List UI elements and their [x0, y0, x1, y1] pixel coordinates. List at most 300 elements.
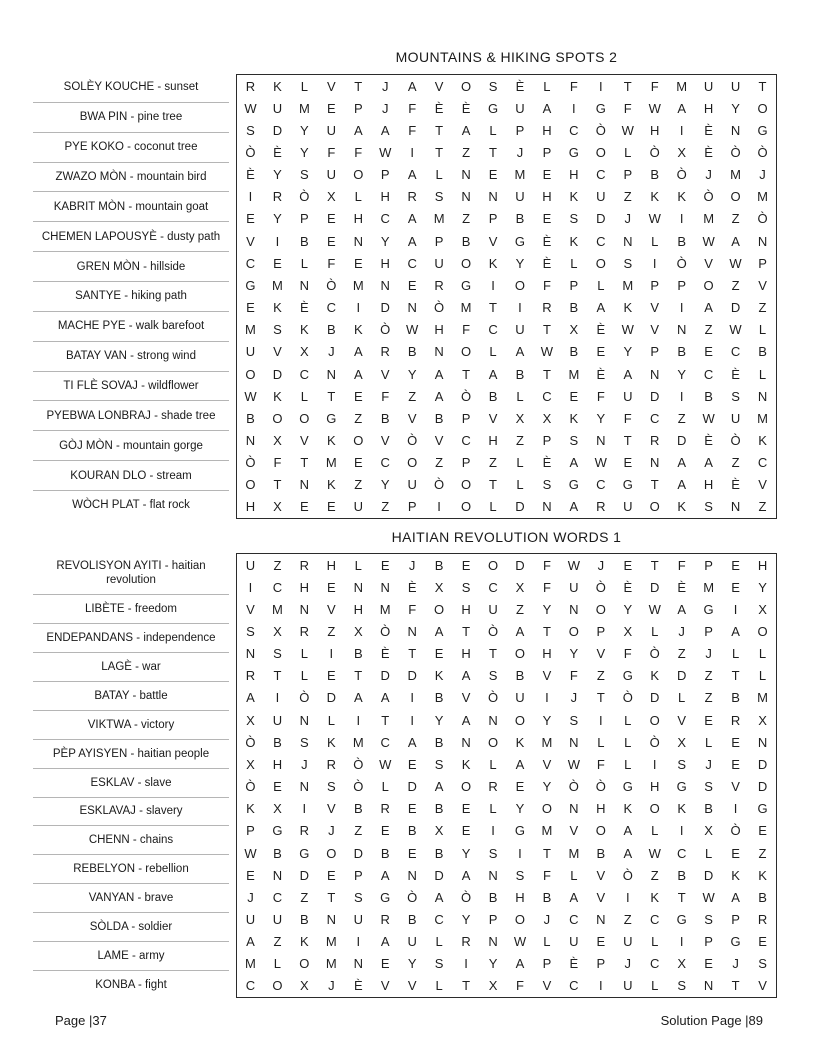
grid-cell-letter: C [326, 300, 337, 316]
grid-cell-letter: V [596, 867, 606, 883]
grid-cell-letter: C [272, 889, 283, 905]
grid-cell-letter: J [247, 889, 254, 905]
grid-cell-letter: T [327, 388, 336, 404]
grid-cell-letter: I [599, 712, 603, 728]
grid-cell-letter: A [515, 344, 525, 360]
grid-cell-letter: J [301, 756, 308, 772]
grid-cell-letter: A [353, 690, 363, 706]
puzzle-1-word-list [33, 73, 229, 520]
grid-cell-letter: S [434, 189, 444, 205]
grid-cell-letter: E [246, 300, 255, 316]
grid-cell-letter: O [487, 557, 499, 573]
puzzle-1-letter-grid [236, 74, 777, 519]
grid-cell-letter: B [569, 300, 579, 316]
grid-cell-letter: X [542, 410, 552, 426]
grid-cell-letter: L [705, 734, 713, 750]
grid-cell-letter: M [325, 934, 337, 950]
grid-cell-letter: S [731, 388, 740, 404]
grid-cell-letter: R [380, 801, 390, 817]
grid-cell-letter: Z [650, 867, 659, 883]
grid-cell-letter: E [731, 756, 740, 772]
grid-cell-letter: R [730, 712, 741, 728]
grid-cell-letter: O [649, 801, 660, 817]
grid-cell-letter: T [327, 889, 336, 905]
grid-cell-letter: A [380, 867, 390, 883]
grid-cell-letter: Y [273, 167, 282, 183]
grid-cell-letter: Y [677, 366, 686, 382]
word-list-item: GÒJ MÒN - mountain gorge [33, 431, 229, 461]
grid-cell-letter: M [460, 300, 472, 316]
grid-cell-letter: L [489, 344, 497, 360]
grid-cell-letter: T [731, 668, 740, 684]
grid-cell-letter: K [300, 322, 309, 338]
grid-cell-letter: L [489, 122, 497, 138]
word-list-item: GREN MÒN - hillside [33, 252, 229, 282]
grid-cell-letter: R [461, 934, 471, 950]
grid-cell-letter: V [488, 410, 498, 426]
grid-cell-letter: G [757, 122, 768, 138]
grid-cell-letter: M [757, 690, 768, 706]
grid-cell-letter: P [461, 455, 471, 471]
grid-cell-letter: U [353, 911, 363, 927]
grid-cell-letter: U [245, 344, 256, 360]
grid-cell-letter: Ò [757, 145, 768, 161]
grid-cell-letter: Ò [353, 779, 364, 795]
grid-cell-letter: B [353, 646, 363, 662]
grid-cell-letter: I [275, 690, 280, 706]
grid-cell-letter: K [273, 78, 282, 94]
grid-cell-letter: B [515, 211, 525, 227]
grid-cell-letter: T [462, 366, 471, 382]
grid-cell-letter: T [381, 712, 390, 728]
word-list-item: SANTYE - hiking path [33, 282, 229, 312]
grid-cell-letter: A [731, 624, 740, 640]
grid-cell-letter: H [461, 601, 471, 617]
grid-cell-letter: H [703, 100, 714, 116]
grid-cell-letter: V [488, 233, 498, 249]
grid-cell-letter: S [704, 911, 713, 927]
grid-cell-letter: A [515, 756, 525, 772]
grid-cell-letter: C [488, 322, 498, 338]
grid-cell-letter: E [407, 845, 417, 861]
grid-cell-letter: U [326, 122, 337, 138]
grid-cell-letter: F [408, 100, 417, 116]
grid-cell-letter: L [273, 956, 282, 972]
grid-cell-letter: L [489, 756, 497, 772]
grid-cell-letter: A [677, 455, 686, 471]
grid-cell-letter: L [705, 845, 713, 861]
grid-cell-letter: K [326, 432, 336, 448]
grid-cell-letter: È [353, 978, 363, 994]
grid-cell-letter: C [569, 911, 579, 927]
grid-cell-letter: E [353, 255, 363, 271]
grid-cell-letter: L [624, 756, 632, 772]
grid-cell-letter: I [733, 601, 738, 617]
grid-cell-letter: B [542, 889, 552, 905]
grid-cell-letter: T [650, 557, 659, 573]
grid-cell-letter: F [273, 455, 282, 471]
grid-cell-letter: A [677, 601, 686, 617]
grid-cell-letter: G [622, 779, 633, 795]
puzzle-2-word-list [33, 552, 229, 999]
grid-cell-letter: F [542, 277, 551, 293]
grid-cell-letter: O [272, 978, 283, 994]
grid-cell-letter: C [407, 255, 417, 271]
grid-cell-letter: O [541, 801, 552, 817]
grid-cell-letter: U [515, 189, 525, 205]
grid-cell-letter: H [299, 579, 310, 595]
grid-cell-letter: M [568, 366, 580, 382]
grid-cell-letter: U [569, 579, 579, 595]
grid-cell-letter: Y [273, 211, 282, 227]
grid-cell-letter: O [568, 624, 579, 640]
grid-cell-letter: T [596, 690, 605, 706]
grid-cell-letter: A [677, 477, 686, 493]
grid-cell-letter: C [730, 344, 741, 360]
grid-cell-letter: O [757, 624, 768, 640]
grid-cell-letter: S [273, 322, 282, 338]
grid-cell-letter: I [464, 956, 468, 972]
grid-cell-letter: T [354, 668, 363, 684]
grid-cell-letter: W [729, 322, 742, 338]
grid-cell-letter: U [515, 100, 525, 116]
grid-cell-letter: P [650, 344, 660, 360]
grid-cell-letter: V [542, 756, 552, 772]
grid-cell-letter: B [273, 734, 282, 750]
grid-cell-letter: È [731, 477, 740, 493]
grid-cell-letter: W [379, 756, 392, 772]
grid-cell-letter: S [569, 712, 579, 728]
solution-page-reference: Solution Page |89 [660, 1013, 763, 1028]
grid-cell-letter: A [434, 624, 444, 640]
grid-cell-letter: Ò [434, 300, 445, 316]
grid-cell-letter: L [516, 388, 524, 404]
grid-cell-letter: X [246, 756, 255, 772]
grid-cell-letter: A [569, 499, 579, 515]
grid-cell-letter: I [302, 801, 307, 817]
grid-cell-letter: T [489, 300, 497, 316]
grid-cell-letter: M [271, 277, 283, 293]
grid-cell-letter: O [595, 255, 606, 271]
grid-cell-letter: E [515, 779, 525, 795]
grid-cell-letter: O [434, 601, 445, 617]
grid-cell-letter: B [407, 911, 417, 927]
grid-cell-letter: A [353, 366, 363, 382]
grid-cell-letter: K [758, 432, 767, 448]
word-list-item: KONBA - fight [95, 979, 167, 992]
grid-cell-letter: X [434, 579, 444, 595]
grid-cell-letter: Ò [649, 646, 660, 662]
grid-cell-letter: X [569, 322, 579, 338]
grid-cell-letter: U [623, 388, 633, 404]
grid-cell-letter: È [542, 233, 552, 249]
grid-cell-letter: S [704, 499, 713, 515]
grid-cell-letter: R [299, 624, 310, 640]
grid-cell-letter: A [434, 889, 444, 905]
grid-cell-letter: C [676, 845, 687, 861]
grid-cell-letter: L [381, 779, 389, 795]
grid-cell-letter: H [703, 477, 714, 493]
grid-cell-letter: Z [731, 277, 740, 293]
grid-cell-letter: O [461, 344, 472, 360]
grid-cell-letter: C [596, 233, 606, 249]
grid-cell-letter: S [273, 646, 282, 662]
grid-cell-letter: Z [381, 499, 390, 515]
grid-cell-letter: R [434, 277, 444, 293]
grid-cell-letter: B [407, 344, 417, 360]
grid-cell-letter: M [325, 956, 337, 972]
grid-cell-letter: U [407, 934, 417, 950]
grid-cell-letter: E [353, 388, 363, 404]
grid-cell-letter: I [491, 277, 495, 293]
grid-cell-letter: M [245, 322, 256, 338]
grid-cell-letter: S [326, 779, 336, 795]
grid-cell-letter: O [461, 477, 472, 493]
grid-cell-letter: E [353, 455, 363, 471]
grid-cell-letter: B [704, 388, 713, 404]
grid-cell-letter: W [244, 388, 257, 404]
grid-cell-letter: X [300, 344, 309, 360]
grid-cell-letter: D [407, 779, 417, 795]
grid-cell-letter: F [354, 145, 363, 161]
grid-cell-letter: B [515, 668, 525, 684]
grid-cell-letter: D [272, 366, 283, 382]
grid-cell-letter: X [758, 601, 767, 617]
grid-cell-letter: M [703, 579, 715, 595]
grid-cell-letter: S [542, 477, 552, 493]
puzzle-1-title: MOUNTAINS & HIKING SPOTS 2 [395, 49, 618, 65]
grid-cell-letter: H [461, 646, 471, 662]
grid-cell-letter: S [246, 624, 255, 640]
grid-cell-letter: L [624, 145, 632, 161]
grid-cell-letter: U [434, 255, 444, 271]
grid-cell-letter: N [488, 712, 498, 728]
grid-cell-letter: I [733, 801, 738, 817]
grid-cell-letter: C [380, 455, 390, 471]
word-list-item: SÒLDA - soldier [33, 913, 229, 942]
grid-cell-letter: D [650, 579, 660, 595]
grid-cell-letter: B [596, 845, 606, 861]
grid-cell-letter: H [569, 167, 579, 183]
word-list-item: ESKLAV - slave [33, 769, 229, 798]
grid-cell-letter: C [245, 255, 256, 271]
grid-cell-letter: Z [300, 889, 309, 905]
grid-cell-letter: C [650, 911, 660, 927]
grid-cell-letter: O [353, 432, 364, 448]
grid-cell-letter: K [326, 734, 336, 750]
grid-cell-letter: O [461, 779, 472, 795]
grid-cell-letter: F [542, 867, 551, 883]
grid-cell-letter: A [407, 167, 417, 183]
grid-cell-letter: C [650, 410, 660, 426]
grid-cell-letter: L [300, 255, 308, 271]
grid-cell-letter: B [434, 845, 444, 861]
grid-cell-letter: Ò [380, 624, 391, 640]
grid-cell-letter: T [542, 624, 551, 640]
grid-cell-letter: D [299, 867, 310, 883]
grid-cell-letter: C [569, 122, 579, 138]
grid-cell-letter: K [300, 934, 309, 950]
word-list-item: CHENN - chains [33, 826, 229, 855]
grid-cell-letter: M [325, 455, 337, 471]
grid-cell-letter: G [299, 845, 310, 861]
grid-cell-letter: E [326, 211, 336, 227]
grid-cell-letter: Z [354, 823, 363, 839]
grid-cell-letter: Y [407, 956, 417, 972]
grid-cell-letter: F [650, 78, 659, 94]
grid-cell-letter: J [381, 78, 389, 94]
grid-cell-letter: H [380, 189, 390, 205]
grid-cell-letter: E [731, 845, 740, 861]
word-list-item: BATAY VAN - strong wind [33, 342, 229, 372]
grid-cell-letter: O [730, 189, 741, 205]
grid-cell-letter: Y [623, 344, 633, 360]
grid-cell-letter: U [515, 690, 525, 706]
grid-cell-letter: Z [758, 300, 767, 316]
grid-cell-letter: K [677, 189, 686, 205]
grid-cell-letter: N [676, 322, 687, 338]
grid-cell-letter: U [245, 557, 256, 573]
grid-cell-letter: E [461, 823, 471, 839]
grid-cell-letter: W [244, 845, 257, 861]
grid-cell-letter: E [326, 579, 336, 595]
word-list-item: BWA PIN - pine tree [33, 103, 229, 133]
grid-cell-letter: B [434, 734, 444, 750]
grid-cell-letter: Y [461, 911, 471, 927]
grid-cell-letter: C [757, 455, 768, 471]
grid-cell-letter: K [758, 867, 767, 883]
grid-cell-letter: L [651, 934, 659, 950]
grid-cell-letter: I [437, 499, 441, 515]
grid-cell-letter: L [354, 189, 362, 205]
grid-cell-letter: A [569, 455, 579, 471]
grid-cell-letter: L [300, 388, 308, 404]
grid-cell-letter: Z [704, 322, 713, 338]
word-list-item: ENDEPANDANS - independence [33, 624, 229, 653]
grid-cell-letter: G [757, 801, 768, 817]
grid-cell-letter: D [596, 211, 606, 227]
grid-cell-letter: M [379, 601, 391, 617]
grid-cell-letter: R [299, 823, 310, 839]
grid-cell-letter: W [702, 889, 715, 905]
grid-cell-letter: E [273, 779, 282, 795]
page-number: Page |37 [55, 1013, 107, 1028]
grid-cell-letter: N [623, 233, 633, 249]
grid-cell-letter: V [326, 801, 336, 817]
grid-cell-letter: B [273, 845, 282, 861]
grid-cell-letter: Y [515, 255, 525, 271]
grid-cell-letter: F [596, 756, 605, 772]
grid-cell-letter: E [380, 956, 390, 972]
grid-cell-letter: R [757, 911, 768, 927]
grid-cell-letter: K [353, 322, 363, 338]
grid-cell-letter: N [730, 122, 741, 138]
grid-cell-letter: I [410, 145, 414, 161]
grid-cell-letter: Z [758, 845, 767, 861]
grid-cell-letter: N [245, 646, 256, 662]
grid-cell-letter: J [543, 911, 551, 927]
grid-cell-letter: Ò [380, 322, 391, 338]
grid-cell-letter: F [569, 668, 578, 684]
word-list-item: MACHE PYE - walk barefoot [33, 312, 229, 342]
word-list-item: BATAY - battle [33, 682, 229, 711]
grid-cell-letter: I [679, 823, 684, 839]
grid-cell-letter: B [758, 889, 767, 905]
grid-cell-letter: N [407, 624, 417, 640]
grid-cell-letter: Ò [649, 145, 660, 161]
grid-cell-letter: T [435, 145, 444, 161]
grid-cell-letter: Ò [353, 756, 364, 772]
grid-cell-letter: D [676, 668, 687, 684]
grid-cell-letter: A [488, 366, 498, 382]
grid-cell-letter: A [407, 233, 417, 249]
grid-cell-letter: D [353, 845, 363, 861]
grid-cell-letter: G [245, 277, 256, 293]
grid-cell-letter: E [380, 557, 390, 573]
grid-cell-letter: V [407, 978, 417, 994]
grid-cell-letter: È [704, 122, 713, 138]
grid-cell-letter: I [679, 122, 684, 138]
grid-cell-letter: K [650, 668, 660, 684]
grid-cell-letter: I [356, 934, 361, 950]
grid-cell-letter: B [434, 690, 444, 706]
grid-cell-letter: E [434, 646, 444, 662]
grid-cell-letter: B [246, 410, 255, 426]
grid-cell-letter: Ò [245, 145, 256, 161]
grid-cell-letter: S [434, 956, 444, 972]
grid-cell-letter: W [567, 557, 580, 573]
grid-cell-letter: N [299, 477, 310, 493]
grid-cell-letter: Ò [299, 690, 310, 706]
grid-cell-letter: V [326, 601, 336, 617]
grid-cell-letter: N [353, 956, 363, 972]
grid-cell-letter: W [540, 344, 554, 360]
grid-cell-letter: A [246, 690, 255, 706]
grid-cell-letter: O [649, 499, 660, 515]
grid-cell-letter: È [461, 100, 471, 116]
grid-cell-letter: B [758, 344, 767, 360]
grid-cell-letter: C [272, 579, 283, 595]
grid-cell-letter: N [488, 934, 498, 950]
puzzle-2-letter-grid [236, 553, 777, 998]
grid-cell-letter: B [488, 889, 498, 905]
grid-cell-letter: F [327, 145, 336, 161]
grid-cell-letter: Ò [299, 189, 310, 205]
grid-cell-letter: E [380, 823, 390, 839]
grid-cell-letter: S [488, 78, 498, 94]
grid-cell-letter: M [271, 601, 283, 617]
grid-cell-letter: T [273, 668, 282, 684]
grid-cell-letter: R [380, 344, 390, 360]
grid-cell-letter: V [434, 78, 444, 94]
grid-cell-letter: Ò [595, 779, 606, 795]
grid-cell-letter: I [329, 646, 334, 662]
grid-cell-letter: H [757, 557, 768, 573]
grid-cell-letter: I [599, 78, 603, 94]
grid-cell-letter: M [757, 189, 768, 205]
grid-cell-letter: E [542, 167, 552, 183]
grid-cell-letter: L [758, 322, 767, 338]
grid-cell-letter: L [435, 934, 443, 950]
grid-cell-letter: T [408, 646, 417, 662]
grid-cell-letter: Z [758, 499, 767, 515]
grid-cell-letter: Ò [245, 734, 256, 750]
grid-cell-letter: Y [542, 601, 552, 617]
grid-cell-letter: X [758, 712, 767, 728]
grid-cell-letter: N [245, 432, 256, 448]
grid-cell-letter: E [273, 255, 282, 271]
grid-cell-letter: S [488, 668, 498, 684]
